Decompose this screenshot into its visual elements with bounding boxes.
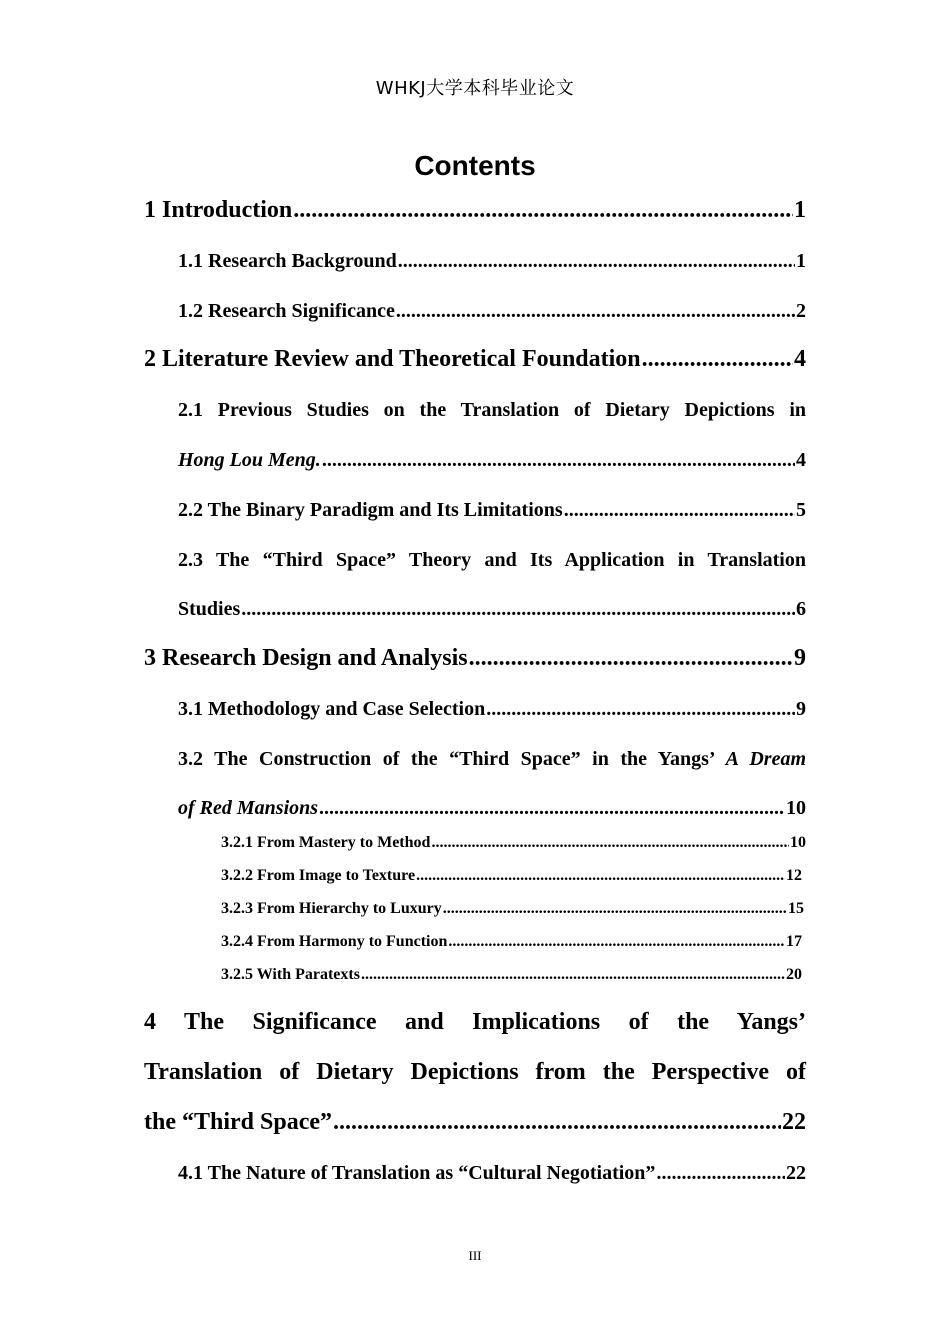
toc-entry-2-3[interactable] [178, 598, 806, 621]
dot-leader [333, 1109, 781, 1136]
toc-entry-label: 1.2 Research Significance [178, 300, 395, 322]
toc-entry-label: 1.1 Research Background [178, 250, 397, 272]
dot-leader [564, 499, 795, 522]
toc-entry-page: 22 [786, 1162, 806, 1184]
dot-leader [396, 300, 795, 323]
toc-entry-page: 22 [782, 1109, 806, 1135]
toc-entry-label: 2 Literature Review and Theoretical Foundation [144, 346, 641, 372]
toc-entry-page: 9 [794, 645, 806, 671]
toc-entry-2-literature-review[interactable] [144, 346, 806, 373]
dot-leader [361, 966, 785, 984]
toc-entry-2-1-line1[interactable]: 2.1 Previous Studies on the Translation of Dietary Depictions in [178, 399, 806, 421]
toc-entry-4-line2[interactable]: Translation of Dietary Depictions from the Perspective of [144, 1059, 806, 1085]
toc-entry-label: Studies [178, 598, 241, 620]
toc-entry-page: 20 [786, 966, 802, 983]
dot-leader [319, 797, 785, 820]
dot-leader [322, 449, 795, 472]
toc-entry-3-2-5[interactable] [221, 966, 802, 984]
toc-entry-label: Hong Lou Meng. [178, 449, 321, 471]
toc-entry-4-significance[interactable] [144, 1109, 806, 1136]
dot-leader [398, 250, 795, 273]
dot-leader [448, 933, 785, 951]
toc-entry-italic-title: A Dream [725, 748, 807, 770]
toc-entry-page: 4 [794, 346, 806, 372]
toc-entry-label: 4.1 The Nature of Translation as “Cultural Negotiation” [178, 1162, 656, 1184]
dot-leader [293, 197, 793, 224]
toc-entry-label: 2.2 The Binary Paradigm and Its Limitations [178, 499, 563, 521]
toc-entry-1-1[interactable] [178, 250, 806, 273]
dot-leader [642, 346, 793, 373]
toc-entry-label: 3.2.5 With Paratexts [221, 966, 360, 983]
page-header: WHKJ大学本科毕业论文 [375, 78, 575, 99]
dot-leader [486, 698, 795, 721]
toc-entry-page: 4 [796, 449, 806, 471]
toc-entry-page: 10 [786, 797, 806, 819]
toc-entry-page: 5 [796, 499, 806, 521]
toc-entry-3-2-3[interactable] [221, 900, 804, 918]
toc-entry-label: 3.2.3 From Hierarchy to Luxury [221, 900, 442, 917]
toc-entry-page: 10 [790, 834, 806, 851]
toc-entry-label: 1 Introduction [144, 197, 293, 223]
dot-leader [656, 1162, 785, 1185]
toc-entry-4-line1[interactable]: 4 The Significance and Implications of the Yangs’ [144, 1009, 806, 1035]
toc-entry-label: 3.2.4 From Harmony to Function [221, 933, 448, 950]
toc-entry-page: 17 [786, 933, 802, 950]
toc-entry-page: 1 [796, 250, 806, 272]
toc-entry-page: 9 [796, 698, 806, 720]
toc-entry-label: 3 Research Design and Analysis [144, 645, 468, 671]
dot-leader [416, 867, 785, 885]
toc-entry-page: 15 [788, 900, 804, 917]
toc-entry-4-1[interactable] [178, 1162, 806, 1185]
page-number: III [468, 1248, 482, 1263]
toc-entry-3-2-line1[interactable] [178, 748, 806, 771]
dot-leader [469, 645, 793, 672]
dot-leader [443, 900, 787, 918]
toc-entry-label: the “Third Space” [144, 1109, 333, 1135]
toc-entry-3-2-1[interactable] [221, 834, 806, 852]
toc-entry-label: 3.1 Methodology and Case Selection [178, 698, 486, 720]
toc-entry-3-2-2[interactable] [221, 867, 802, 885]
toc-entry-label: 3.2.1 From Mastery to Method [221, 834, 431, 851]
toc-entry-3-1[interactable] [178, 698, 806, 721]
toc-entry-page: 2 [796, 300, 806, 322]
toc-entry-page: 12 [786, 867, 802, 884]
toc-entry-page: 6 [796, 598, 806, 620]
toc-entry-1-2[interactable] [178, 300, 806, 323]
toc-entry-label: of Red Mansions [178, 797, 319, 819]
dot-leader [241, 598, 795, 621]
toc-entry-label: 3.2.2 From Image to Texture [221, 867, 416, 884]
toc-entry-page: 1 [794, 197, 806, 223]
toc-entry-3-2[interactable] [178, 797, 806, 820]
toc-entry-2-2[interactable] [178, 499, 806, 522]
toc-entry-3-research-design[interactable] [144, 645, 806, 672]
toc-entry-text: 3.2 The Construction of the “Third Space” in the Yangs’ [178, 748, 715, 770]
toc-entry-3-2-4[interactable] [221, 933, 802, 951]
toc-entry-2-3-line1[interactable]: 2.3 The “Third Space” Theory and Its Application in Translation [178, 549, 806, 571]
dot-leader [431, 834, 789, 852]
toc-entry-1-introduction[interactable] [144, 197, 806, 224]
toc-entry-2-1[interactable] [178, 449, 806, 472]
page-title: Contents [414, 150, 536, 181]
